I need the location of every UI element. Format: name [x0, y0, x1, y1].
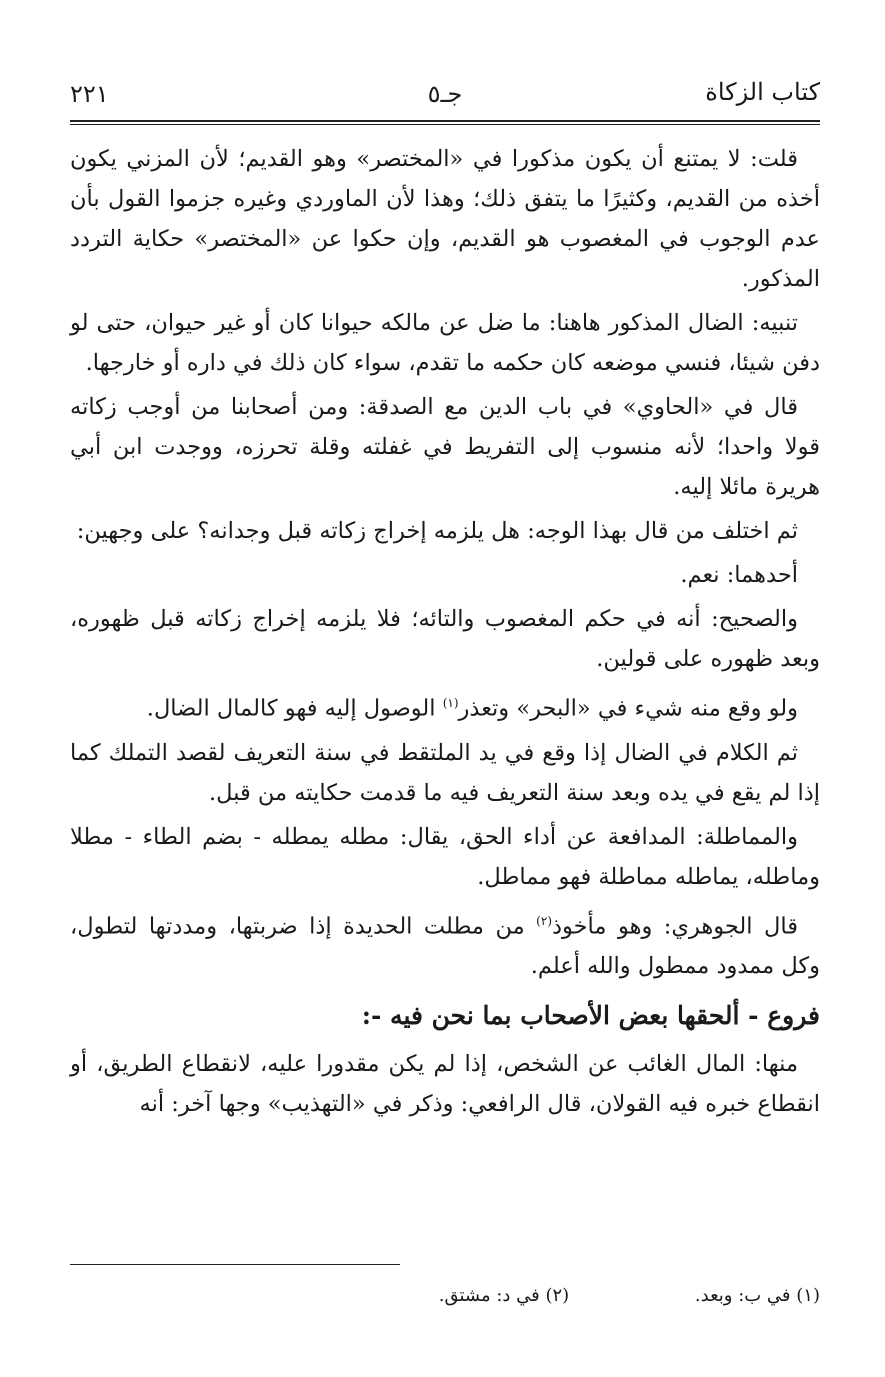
paragraph-text: من مطلت الحديدة إذا ضربتها، ومددتها لتطول، وكل ممدود ممطول والله أعلم. — [70, 913, 820, 979]
footnote-marker: (٢) — [536, 913, 552, 928]
footnotes — [70, 1282, 820, 1310]
footnote: (٢) في د: مشتق. — [438, 1285, 570, 1306]
page-header — [70, 70, 820, 114]
paragraph: ثم اختلف من قال بهذا الوجه: هل يلزمه إخراج زكاته قبل وجدانه؟ على وجهين: — [76, 518, 798, 544]
paragraph: ثم الكلام في الضال إذا وقع في يد الملتقط في سنة التعريف لقصد التملك كما إذا لم يقع في يده وبعد سنة التعريف فيه ما قدمت حكايته من قبل. — [70, 739, 820, 806]
paragraph: قلت: لا يمتنع أن يكون مذكورا في «المختصر» وهو القديم؛ لأن المزني يكون أخذه من القديم، وكثيرًا ما يتفق ذلك؛ وهذا لأن الماوردي وغيره جزموا القول بأن عدم الوجوب في المغصوب هو القديم، وإن حكوا عن «المختصر» حكاية التردد المذكور. — [70, 146, 820, 292]
footnote-divider — [70, 1264, 400, 1265]
paragraph-text: الوصول إليه فهو كالمال الضال. — [146, 695, 443, 722]
footnote: (١) في ب: وبعد. — [694, 1285, 820, 1306]
book-page — [70, 70, 820, 1350]
paragraph — [70, 901, 820, 987]
running-title: كتاب الزكاة — [705, 78, 820, 106]
footnote-marker: (١) — [442, 696, 459, 710]
paragraph: أحدهما: نعم. — [680, 562, 798, 588]
main-text — [70, 139, 820, 1124]
paragraph: والمماطلة: المدافعة عن أداء الحق، يقال: مطله يمطله - بضم الطاء - مطلا وماطله، يماطله مماطلة فهو مماطل. — [70, 823, 820, 890]
paragraph: والصحيح: أنه في حكم المغصوب والتائه؛ فلا يلزمه إخراج زكاته قبل ظهوره، وبعد ظهوره على قولين. — [70, 606, 820, 672]
paragraph-text: ولو وقع منه شيء في «البحر» وتعذر — [458, 695, 798, 722]
volume-number: جـ٥ — [427, 80, 463, 108]
header-divider — [70, 120, 820, 125]
paragraph: تنبيه: الضال المذكور هاهنا: ما ضل عن مالكه حيوانا كان أو غير حيوان، حتى لو دفن شيئا، فنسي موضعه كان حكمه ما تقدم، سواء كان ذلك في داره أو خارجها. — [70, 310, 820, 376]
page-number: ٢٢١ — [70, 80, 109, 108]
paragraph: منها: المال الغائب عن الشخص، إذا لم يكن مقدورا عليه، لانقطاع الطريق، أو انقطاع خبره فيه القولان، قال الرافعي: وذكر في «التهذيب» وجها آخر: أنه — [70, 1051, 820, 1117]
section-heading: فروع - ألحقها بعض الأصحاب بما نحن فيه -: — [361, 1001, 820, 1030]
paragraph-text: قال الجوهري: وهو مأخوذ — [552, 913, 798, 939]
paragraph — [70, 683, 820, 729]
paragraph: قال في «الحاوي» في باب الدين مع الصدقة: ومن أصحابنا من أوجب زكاته قولا واحدا؛ لأنه منسوب إلى التفريط في غفلته وقلة تحرزه، ووجدت ابن أبي هريرة مائلا إليه. — [70, 394, 820, 500]
